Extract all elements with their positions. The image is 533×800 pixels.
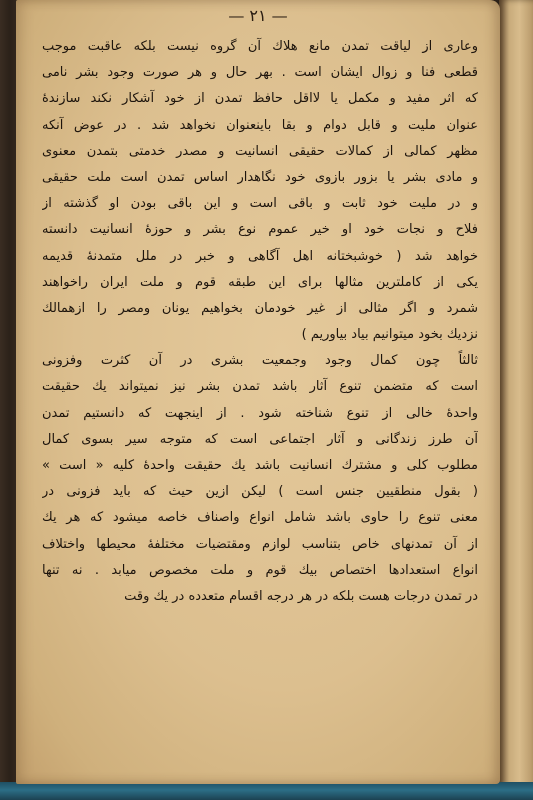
paragraph [42,348,478,610]
paragraph [42,34,478,348]
text-line: و مادی بشر یا بزور بازوی خود نگاهدار اساس تمدن است ملت حقیقی [42,169,478,185]
text-line: ( بقول منطقیین جنس است ) لیکن ازین حیث که باید فزونی در [42,484,478,500]
book-page [16,0,500,784]
text-line: شمرد و اگر مثالی از غیر خودمان بخواهیم یونان ومصر را ازهمالك [42,300,478,316]
table-surface [0,782,533,800]
text-line: در تمدن درجات هست بلکه در هر درجه اقسام متعدده در یك وقت [124,588,478,604]
text-line: از آن تمدنهای خاص بتناسب لوازم ومقتضیات مختلفهٔ محیطها واختلاف [42,536,478,552]
page-number: — ۲۱ — [228,6,288,25]
text-line: که اثر مفید و مکمل یا لااقل حافظ تمدن از خود آشکار نکند سازندهٔ [42,91,478,107]
text-line: مطلوب کلی و مشترك انسانیت باشد یك حقیقت واحدهٔ کلیه « است » [42,458,478,473]
text-line: فلاح و نجات خود او خیر عموم نوع بشر و حوزهٔ انسانیت دانسته [42,222,478,238]
text-line: و در ملیت خود ثابت و باقی است و این باقی بودن او گذشته از [42,196,478,212]
text-line: مظهر کمالی از کمالات حقیقی انسانیت و مصدر خدمتی بتمدن معنوی [42,143,478,159]
text-line: ثالثاً چون کمال وجود وجمعیت بشری در آن کثرت وفزونی [42,353,478,369]
text-line: انواع استعدادها اختصاص بیك قوم و ملت مخصوص میابد . نه تنها [42,562,478,578]
text-line: عنوان ملیت و قابل دوام و بقا باینعنوان نخواهد شد . در عوض آنکه [42,117,478,133]
adjacent-page-edge [499,0,533,800]
text-line: معنی تنوع را حاوی باشد شامل انواع واصناف خاصه میشود که هر یك [42,510,478,526]
text-line: خواهد شد ( خوشبختانه اهل آگاهی و خبر در ملل متمدنهٔ قدیمه [42,248,478,264]
text-line: است که متضمن تنوع آثار باشد تمدن بشر نیز نمیتواند یك حقیقت [42,379,478,395]
body-text [42,34,478,610]
text-line: آن طرز زندگانی و آثار اجتماعی است که متوجه سیر بسوی کمال [42,431,478,447]
text-line: یکی از کاملترین مثالها برای این طبقه قوم و ملت ایران راخواهند [42,274,478,290]
text-line: قطعی فنا و زوال ایشان است . بهر حال و هر صورت وجود بشر نامی [42,65,478,81]
text-line: نزدیك بخود میتوانیم بیاد بیاوریم ) [301,327,478,343]
text-line: وعاری از لیاقت تمدن مانع هلاك آن گروه نیست بلکه عاقبت موجب [42,39,478,54]
text-line: واحدهٔ خالی از تنوع شناخته شود . از اینجهت که دانستیم تمدن [42,405,478,421]
